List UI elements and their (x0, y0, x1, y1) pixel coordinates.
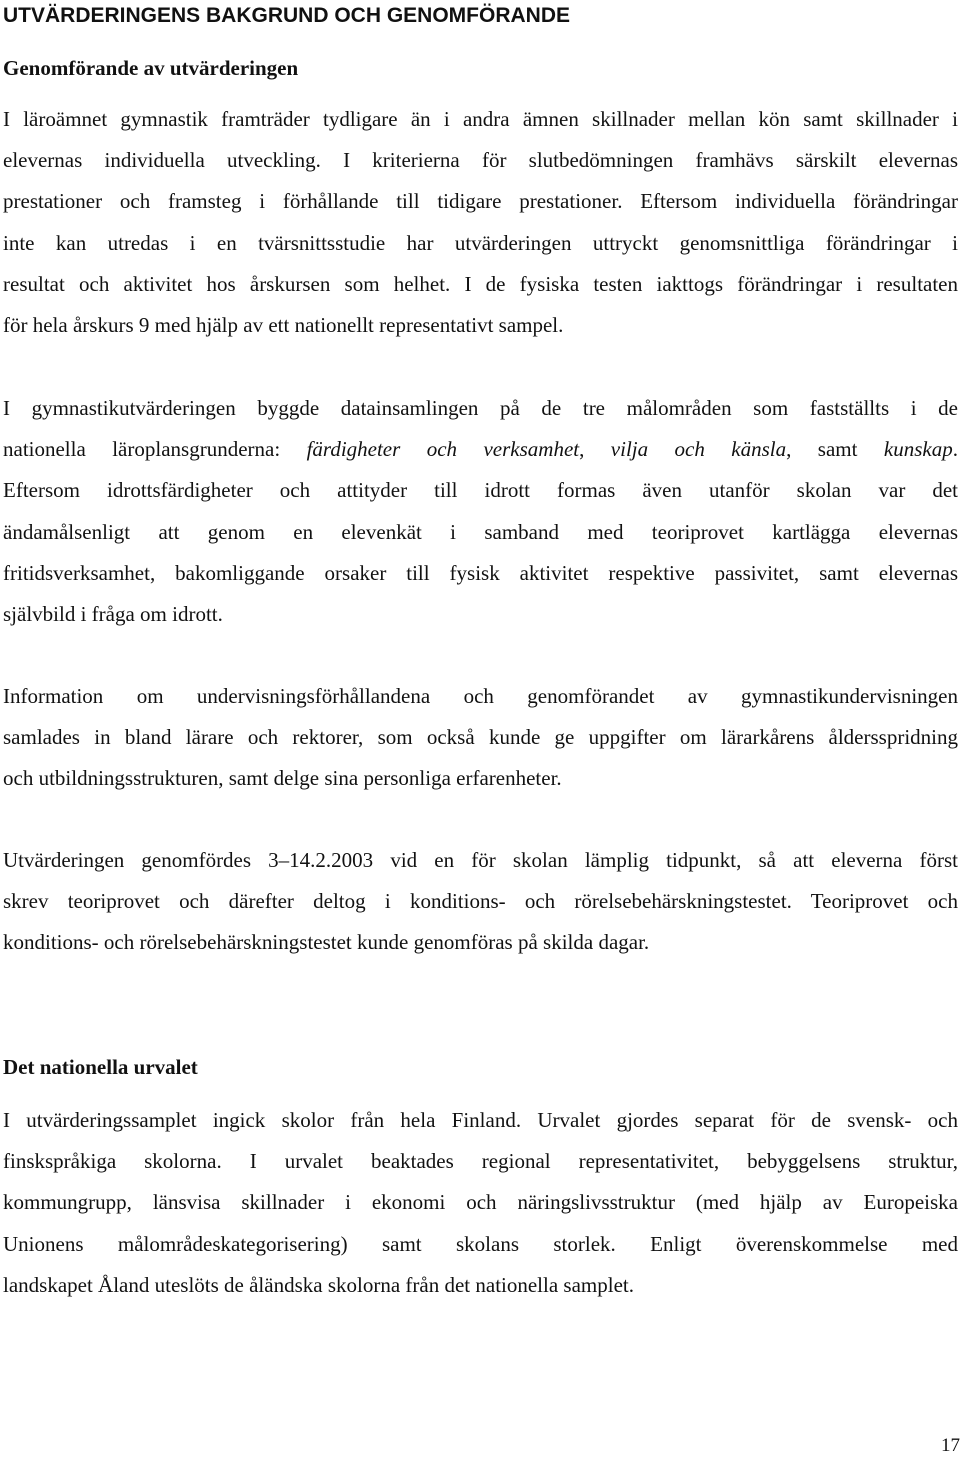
paragraph-line: skrev teoriprovet och därefter deltog i konditions- och rörelsebehärskningstestet. Teoriprovet och (3, 889, 958, 914)
paragraph-line: Utvärderingen genomfördes 3–14.2.2003 vid en för skolan lämplig tidpunkt, så att eleverna först (3, 848, 958, 872)
italic-term-kunskap: kunskap (883, 437, 953, 462)
paragraph-5 (3, 1100, 958, 1306)
paragraph-line: samlades in bland lärare och rektorer, som också kunde ge uppgifter om lärarkårens åldersspridning (3, 725, 958, 750)
text-run: . (952, 437, 958, 462)
paragraph-line: finskspråkiga skolorna. I urvalet beaktades regional representativitet, bebyggelsens struktur, (3, 1149, 958, 1174)
paragraph-line: Information om undervisningsförhållandena och genomförandet av gymnastikundervisningen (3, 684, 958, 708)
paragraph-4 (3, 840, 958, 964)
text-run: , samt (786, 437, 884, 462)
page-number: 17 (941, 1435, 960, 1456)
paragraph-line: I utvärderingssamplet ingick skolor från hela Finland. Urvalet gjordes separat för de svensk- och (3, 1108, 958, 1132)
paragraph-line: konditions- och rörelsebehärskningstestet kunde genomföras på skilda dagar. (3, 930, 650, 955)
italic-term-fardigheter: färdigheter och verksamhet (306, 437, 580, 462)
paragraph-line: elevernas individuella utveckling. I kriterierna för slutbedömningen framhävs särskilt elevernas (3, 148, 958, 173)
paragraph-2 (3, 388, 958, 635)
text-run: , (579, 437, 611, 462)
paragraph-line: I läroämnet gymnastik framträder tydligare än i andra ämnen skillnader mellan kön samt skillnader i (3, 107, 958, 131)
paragraph-line: och utbildningsstrukturen, samt delge sina personliga erfarenheter. (3, 766, 562, 791)
paragraph-line: självbild i fråga om idrott. (3, 602, 223, 627)
section-heading-urvalet: Det nationella urvalet (3, 1055, 198, 1079)
paragraph-line: landskapet Åland uteslöts de åländska skolorna från det nationella samplet. (3, 1272, 634, 1297)
paragraph-line: fritidsverksamhet, bakomliggande orsaker till fysisk aktivitet respektive passivitet, samt elevernas (3, 560, 958, 585)
text-run: nationella läroplansgrunderna: (3, 437, 307, 462)
paragraph-line: kommungrupp, länsvisa skillnader i ekonomi och näringslivsstruktur (med hjälp av Europeiska (3, 1190, 958, 1215)
page-title: UTVÄRDERINGENS BAKGRUND OCH GENOMFÖRANDE (3, 4, 571, 27)
paragraph-line: resultat och aktivitet hos årskursen som helhet. I de fysiska testen iakttogs förändringar i resultaten (3, 271, 958, 296)
paragraph-line: prestationer och framsteg i förhållande till tidigare prestationer. Eftersom individuella förändringar (3, 189, 958, 214)
section-heading-genomforande: Genomförande av utvärderingen (3, 56, 299, 80)
italic-term-vilja: vilja och känsla (610, 437, 787, 462)
paragraph-line: för hela årskurs 9 med hjälp av ett nationellt representativt sampel. (3, 313, 564, 338)
paragraph-line: inte kan utredas i en tvärsnittsstudie har utvärderingen uttryckt genomsnittliga förändringar i (3, 230, 958, 255)
paragraph-3 (3, 676, 958, 800)
paragraph-1 (3, 99, 958, 346)
paragraph-line-mixed (3, 429, 958, 470)
paragraph-line: Unionens målområdeskategorisering) samt skolans storlek. Enligt överenskommelse med (3, 1231, 958, 1256)
paragraph-line: Eftersom idrottsfärdigheter och attityder till idrott formas även utanför skolan var det (3, 478, 958, 503)
paragraph-line: ändamålsenligt att genom en elevenkät i samband med teoriprovet kartlägga elevernas (3, 519, 958, 544)
paragraph-line: I gymnastikutvärderingen byggde datainsamlingen på de tre målområden som fastställts i de (3, 396, 958, 420)
